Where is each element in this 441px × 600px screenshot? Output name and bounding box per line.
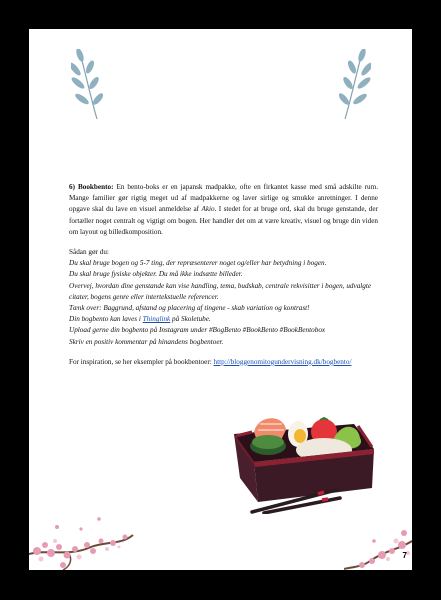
inspiration-link[interactable]: http://bloggenomitogundervisning.dk/bogbento/ [213, 357, 352, 366]
book-title: Akio [201, 205, 215, 214]
how-to-label: Sådan gør du: [69, 248, 109, 257]
inspiration-line [69, 357, 378, 368]
intro-text: En bento-boks er en japansk madpakke, ofte en firkantet kasse med små adskilte rum. Mange familier gør rigtig meget ud af madpakkerne og laver sirlige og smukke anretninger. I denne opgave skal du lave en visuel anmeldelse af [69, 183, 378, 214]
section-heading: 6) Bookbento: [69, 183, 114, 191]
list-item: Overvej, hvordan dine genstande kan vise handling, tema, budskab, centrale rekvisitter i bogen, udvalgte citater, bogens genre eller intertekstuelle referencer. [69, 281, 372, 301]
thinglink-link[interactable]: Thinglink [142, 315, 171, 324]
cherry-blossom-left-icon [29, 499, 139, 570]
steps-list [69, 258, 378, 348]
page-number: 7 [402, 551, 407, 560]
left-leaf-branch-icon [71, 49, 107, 121]
list-item: Upload gerne din bogbento på Instagram under #BogBento #BookBento #BookBentobox [69, 326, 326, 335]
document-page [29, 29, 412, 570]
bento-box-illustration-icon [224, 394, 384, 514]
assignment-text [69, 182, 378, 368]
list-item: Tænk over: Baggrund, afstand og placering af tingene - skab variation og kontrast! [69, 304, 310, 313]
intro-text-end: . I stedet for at bruge ord, skal du bruge genstande, der fortæller noget centralt og vigtigt om bogen. Her handler det om at være kreativ, visuel og bruge din viden om layout og billedkomposition. [69, 205, 378, 236]
cherry-blossom-right-icon [344, 519, 412, 570]
thinglink-post: på Skoletube. [170, 315, 211, 324]
inspiration-text: For inspiration, se her eksempler på bookbentoer: [69, 357, 214, 366]
right-leaf-branch-icon [335, 49, 371, 121]
list-item: Skriv en positiv kommentar på hinandens bogbentoer. [69, 337, 224, 346]
list-item: Du skal bruge fysiske objekter. Du må ikke indsætte billeder. [69, 270, 243, 279]
list-item: Du skal bruge bogen og 5-7 ting, der repræsenterer noget og/eller har betydning i bogen. [69, 259, 327, 268]
thinglink-pre: Din bogbento kan laves i [69, 315, 143, 324]
intro-paragraph [69, 182, 378, 238]
list-item [69, 314, 378, 325]
